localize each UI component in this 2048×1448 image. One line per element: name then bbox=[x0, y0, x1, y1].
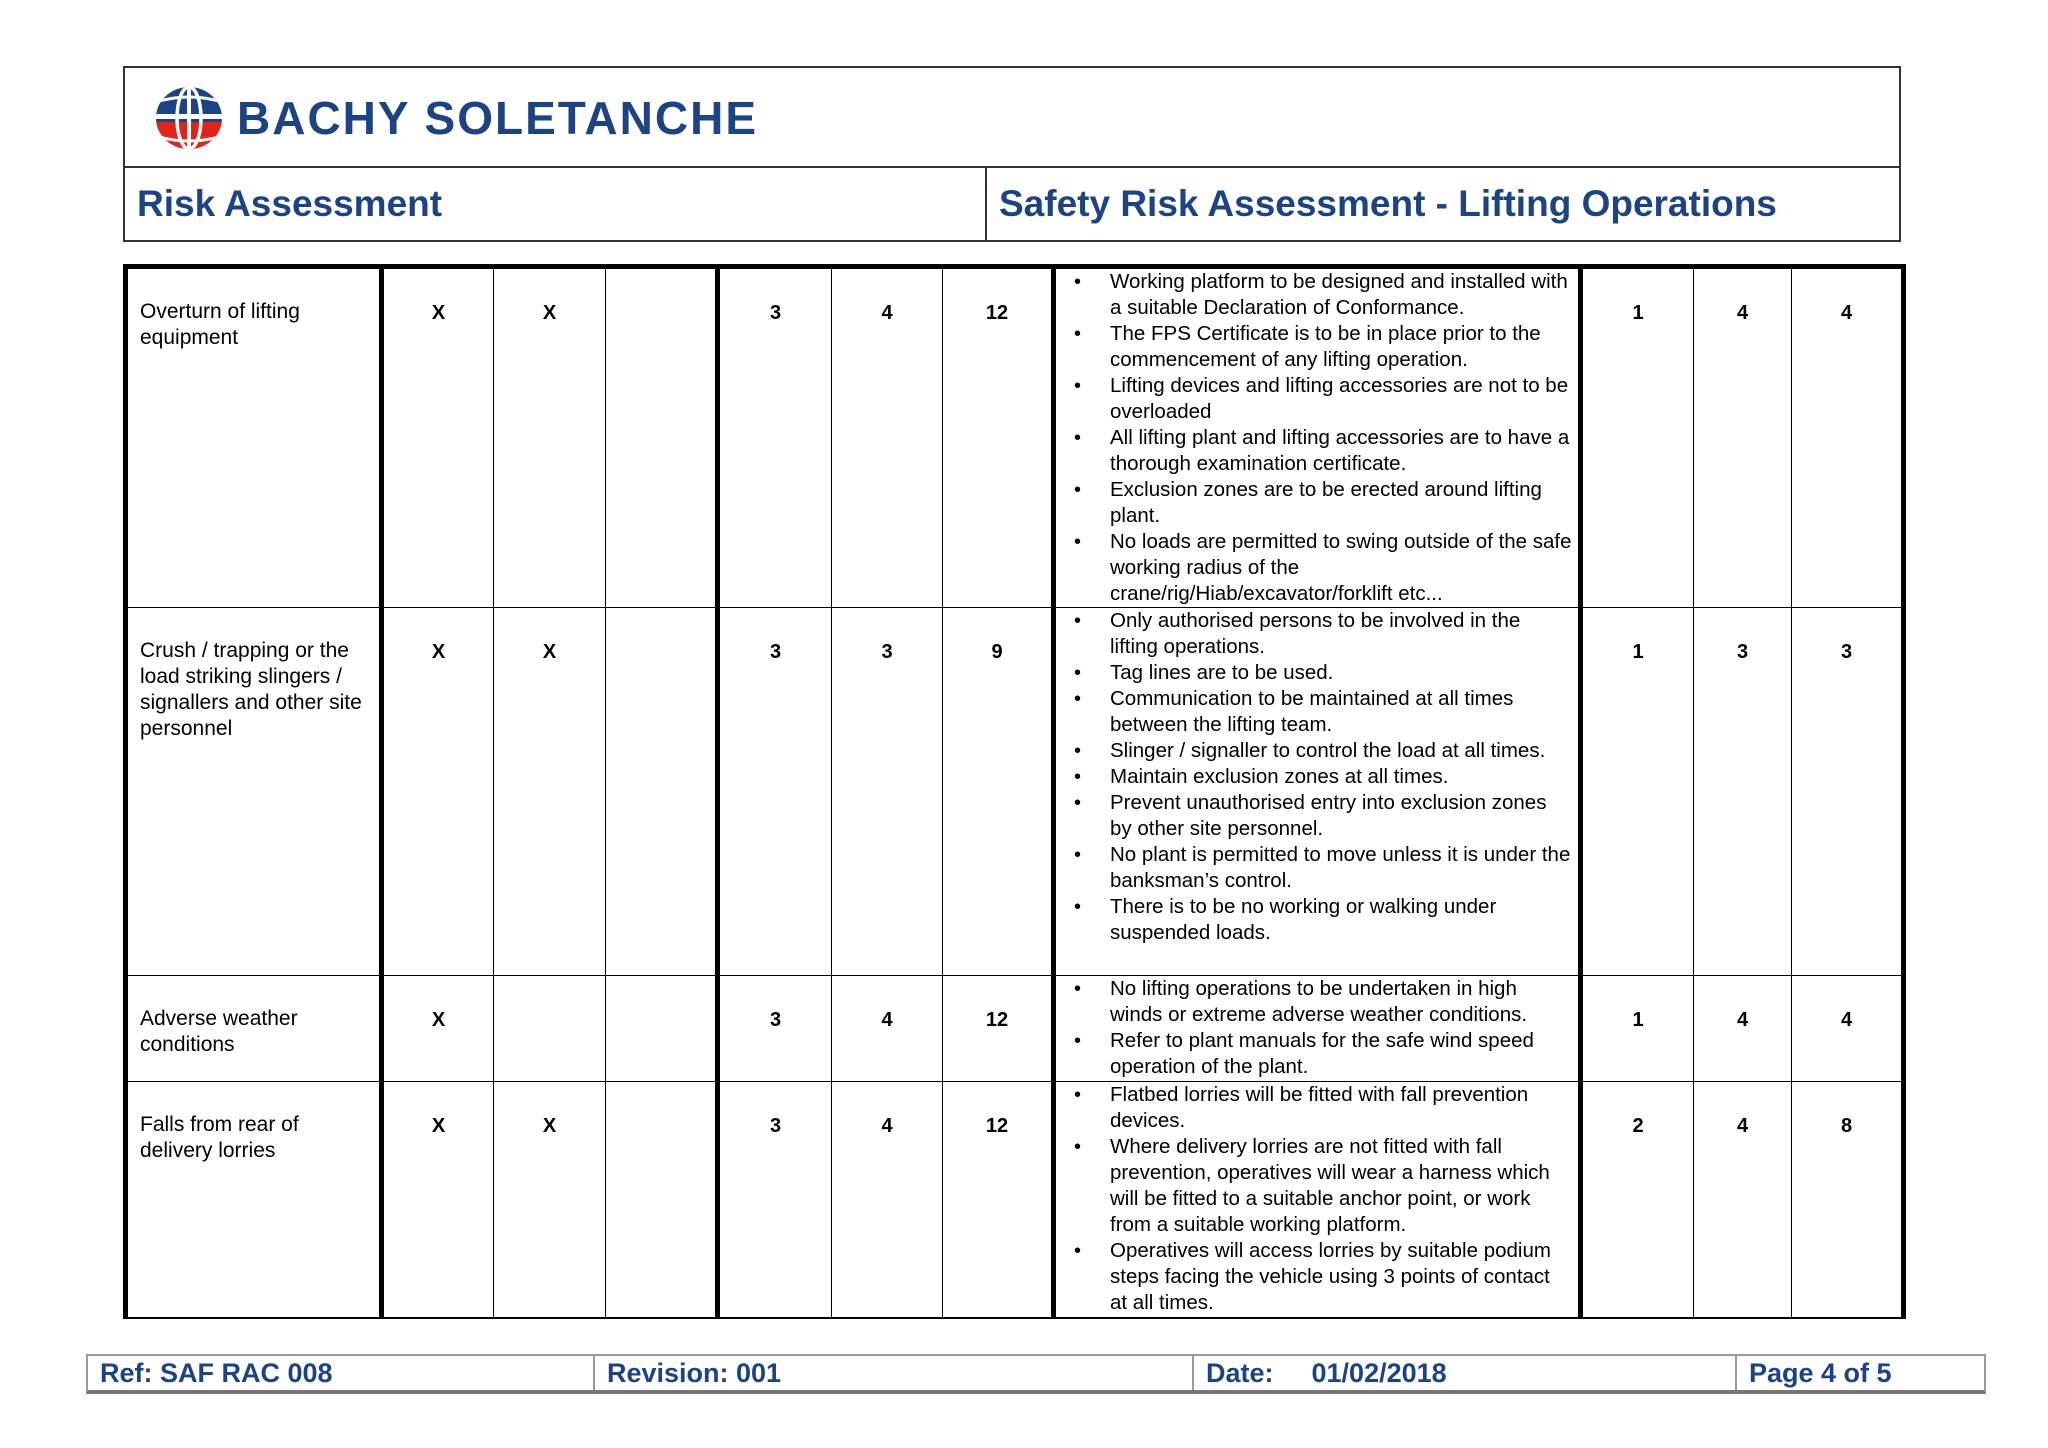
initial-severity: 4 bbox=[832, 1082, 943, 1318]
brand-name: BACHY SOLETANCHE bbox=[237, 92, 758, 144]
risk-table bbox=[123, 264, 1906, 1319]
doc-title-cell bbox=[987, 168, 1899, 242]
hazard-cell: Overturn of lifting equipment bbox=[126, 267, 382, 608]
initial-severity: 4 bbox=[832, 976, 943, 1082]
affected-mark bbox=[606, 267, 718, 608]
initial-severity: 4 bbox=[832, 267, 943, 608]
residual-severity: 3 bbox=[1694, 608, 1792, 976]
hazard-cell: Adverse weather conditions bbox=[126, 976, 382, 1082]
affected-mark: X bbox=[382, 1082, 494, 1318]
logo-row bbox=[125, 68, 1899, 168]
footer-ref: Ref: SAF RAC 008 bbox=[88, 1356, 595, 1390]
residual-likelihood: 1 bbox=[1581, 608, 1694, 976]
doc-type-title: Risk Assessment bbox=[137, 183, 443, 224]
initial-severity: 3 bbox=[832, 608, 943, 976]
residual-severity: 4 bbox=[1694, 1082, 1792, 1318]
initial-likelihood: 3 bbox=[718, 608, 832, 976]
affected-mark: X bbox=[494, 267, 606, 608]
initial-risk-rating: 12 bbox=[943, 976, 1054, 1082]
list-item: • Tag lines are to be used. bbox=[1064, 660, 1572, 686]
control-measures bbox=[1054, 1082, 1581, 1318]
list-item: • All lifting plant and lifting accessories are to have a thorough examination certificate. bbox=[1064, 425, 1572, 477]
affected-mark bbox=[606, 976, 718, 1082]
footer-date-value: 01/02/2018 bbox=[1311, 1358, 1447, 1388]
residual-risk-rating: 8 bbox=[1792, 1082, 1904, 1318]
hazard-cell: Falls from rear of delivery lorries bbox=[126, 1082, 382, 1318]
list-item: • Slinger / signaller to control the load at all times. bbox=[1064, 738, 1572, 764]
list-item: • Prevent unauthorised entry into exclusion zones by other site personnel. bbox=[1064, 790, 1572, 842]
affected-mark: X bbox=[382, 976, 494, 1082]
residual-risk-rating: 3 bbox=[1792, 608, 1904, 976]
residual-severity: 4 bbox=[1694, 267, 1792, 608]
document-header bbox=[123, 66, 1901, 242]
initial-risk-rating: 9 bbox=[943, 608, 1054, 976]
affected-mark bbox=[494, 976, 606, 1082]
list-item: • No lifting operations to be undertaken in high winds or extreme adverse weather conditions. bbox=[1064, 976, 1572, 1028]
control-measures bbox=[1054, 267, 1581, 608]
initial-likelihood: 3 bbox=[718, 267, 832, 608]
footer-date-label: Date: bbox=[1206, 1358, 1274, 1388]
control-measures bbox=[1054, 608, 1581, 976]
residual-likelihood: 1 bbox=[1581, 267, 1694, 608]
list-item: • Working platform to be designed and installed with a suitable Declaration of Conformance. bbox=[1064, 269, 1572, 321]
globe-logo-icon bbox=[153, 84, 225, 152]
hazard-cell: Crush / trapping or the load striking slingers / signallers and other site personnel bbox=[126, 608, 382, 976]
residual-risk-rating: 4 bbox=[1792, 267, 1904, 608]
footer-date bbox=[1194, 1356, 1737, 1390]
affected-mark: X bbox=[494, 1082, 606, 1318]
affected-mark: X bbox=[494, 608, 606, 976]
list-item: • Exclusion zones are to be erected around lifting plant. bbox=[1064, 477, 1572, 529]
affected-mark bbox=[606, 608, 718, 976]
doc-title: Safety Risk Assessment - Lifting Operations bbox=[999, 183, 1777, 224]
control-measures bbox=[1054, 976, 1581, 1082]
footer-revision: Revision: 001 bbox=[595, 1356, 1194, 1390]
list-item: • There is to be no working or walking under suspended loads. bbox=[1064, 894, 1572, 946]
list-item: • Flatbed lorries will be fitted with fall prevention devices. bbox=[1064, 1082, 1572, 1134]
initial-likelihood: 3 bbox=[718, 976, 832, 1082]
doc-type-cell bbox=[125, 168, 987, 242]
table-row bbox=[126, 1082, 1904, 1318]
list-item: • Only authorised persons to be involved in the lifting operations. bbox=[1064, 608, 1572, 660]
list-item: • Lifting devices and lifting accessories are not to be overloaded bbox=[1064, 373, 1572, 425]
list-item: • The FPS Certificate is to be in place prior to the commencement of any lifting operation. bbox=[1064, 321, 1572, 373]
list-item: • Communication to be maintained at all times between the lifting team. bbox=[1064, 686, 1572, 738]
residual-likelihood: 1 bbox=[1581, 976, 1694, 1082]
affected-mark bbox=[606, 1082, 718, 1318]
residual-severity: 4 bbox=[1694, 976, 1792, 1082]
table-row bbox=[126, 976, 1904, 1082]
list-item: • Where delivery lorries are not fitted with fall prevention, operatives will wear a harness which will be fitted to a suitable anchor point, or work from a suitable working platform. bbox=[1064, 1134, 1572, 1238]
initial-likelihood: 3 bbox=[718, 1082, 832, 1318]
list-item: • Refer to plant manuals for the safe wind speed operation of the plant. bbox=[1064, 1028, 1572, 1080]
footer-page-number: Page 4 of 5 bbox=[1749, 1358, 1892, 1388]
residual-risk-rating: 4 bbox=[1792, 976, 1904, 1082]
list-item: • No loads are permitted to swing outside of the safe working radius of the crane/rig/Hiab/excavator/forklift etc... bbox=[1064, 529, 1572, 607]
document-footer bbox=[86, 1354, 1986, 1394]
table-row bbox=[126, 267, 1904, 608]
list-item: • Operatives will access lorries by suitable podium steps facing the vehicle using 3 points of contact at all times. bbox=[1064, 1238, 1572, 1316]
affected-mark: X bbox=[382, 608, 494, 976]
table-row bbox=[126, 608, 1904, 976]
list-item: • No plant is permitted to move unless it is under the banksman’s control. bbox=[1064, 842, 1572, 894]
initial-risk-rating: 12 bbox=[943, 1082, 1054, 1318]
initial-risk-rating: 12 bbox=[943, 267, 1054, 608]
affected-mark: X bbox=[382, 267, 494, 608]
residual-likelihood: 2 bbox=[1581, 1082, 1694, 1318]
list-item: • Maintain exclusion zones at all times. bbox=[1064, 764, 1572, 790]
